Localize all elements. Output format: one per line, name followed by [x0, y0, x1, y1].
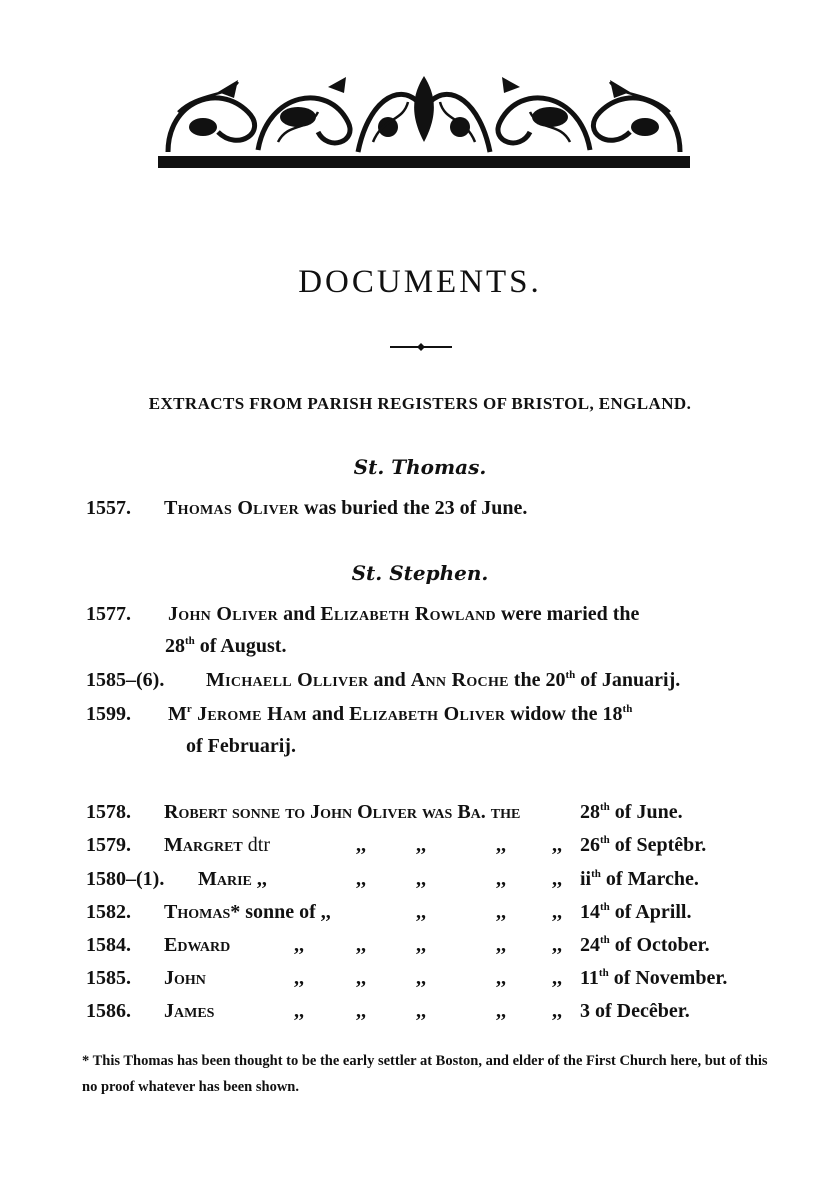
baptism-row	[86, 868, 766, 894]
baptism-row	[86, 834, 766, 860]
entry-connector: and	[278, 603, 321, 625]
entry-name: Thomas Oliver	[164, 497, 300, 519]
baptism-relation: * sonne of ,,	[230, 901, 331, 923]
entry-day-suffix: th	[185, 635, 195, 647]
entry-text: was buried the 23 of June.	[299, 497, 528, 519]
baptism-name: John	[164, 967, 206, 989]
baptism-relation: ,,	[251, 868, 267, 890]
ditto-mark: ,,	[356, 1000, 366, 1022]
baptism-relation: sonne to John Oliver was Ba. the	[226, 801, 521, 823]
baptism-month: of Decêber.	[590, 1000, 690, 1022]
entry-name: Elizabeth Rowland	[320, 603, 496, 625]
entry-name: Jerome Ham	[191, 703, 307, 725]
baptism-month: of June.	[609, 801, 683, 823]
ditto-mark: ,,	[552, 967, 562, 989]
entry-connector: and	[306, 703, 350, 725]
baptism-name: Marie	[198, 868, 252, 890]
ditto-mark: ,,	[416, 834, 426, 856]
baptism-day: 28	[580, 801, 600, 823]
entry-year: 1585–(6).	[86, 669, 165, 691]
baptism-month: of Septêbr.	[609, 834, 707, 856]
baptism-row	[86, 801, 766, 827]
baptism-year: 1586.	[86, 1000, 131, 1022]
page-subtitle: EXTRACTS FROM PARISH REGISTERS OF BRISTOL, ENGLAND.	[148, 394, 692, 413]
decorative-header-ornament	[158, 72, 690, 176]
baptism-day-suffix: th	[600, 834, 610, 846]
entry-year: 1557.	[86, 497, 131, 519]
baptism-month: of Aprill.	[609, 901, 692, 923]
baptism-day: 26	[580, 834, 600, 856]
ditto-mark: ,,	[356, 834, 366, 856]
parish-heading-st-stephen: St. Stephen.	[351, 561, 489, 585]
register-entry	[86, 497, 527, 520]
baptism-day: 3	[580, 1000, 590, 1022]
baptism-name: Robert	[164, 801, 227, 823]
parish-heading-st-thomas: St. Thomas.	[353, 455, 487, 479]
entry-year: 1599.	[86, 703, 131, 725]
ditto-mark: ,,	[496, 967, 506, 989]
baptism-year: 1579.	[86, 834, 131, 856]
baptism-year: 1580–(1).	[86, 868, 165, 890]
baptism-name: Thomas	[164, 901, 231, 923]
baptism-day: 14	[580, 901, 600, 923]
entry-text: widow the 18	[505, 703, 623, 725]
baptism-year: 1585.	[86, 967, 131, 989]
footnote: * This Thomas has been thought to be the early settler at Boston, and elder of the First Church here, but of this no proof whatever has been shown.	[82, 1053, 768, 1095]
ditto-mark: ,,	[416, 1000, 426, 1022]
entry-connector: and	[368, 669, 411, 691]
ditto-mark: ,,	[294, 934, 304, 956]
baptism-day: 24	[580, 934, 600, 956]
baptism-day: ii	[580, 868, 592, 890]
entry-title-suffix: r	[186, 703, 192, 715]
ditto-mark: ,,	[356, 934, 366, 956]
baptism-day-suffix: th	[591, 868, 601, 880]
entry-continuation: of Februarij.	[186, 735, 296, 757]
ditto-mark: ,,	[496, 868, 506, 890]
baptism-row	[86, 1000, 766, 1026]
baptism-day-suffix: th	[600, 801, 610, 813]
baptism-row	[86, 967, 766, 993]
register-entry	[86, 603, 639, 626]
baptism-day: 11	[580, 967, 599, 989]
baptism-day-suffix: th	[600, 901, 610, 913]
baptism-name: Edward	[164, 934, 231, 956]
ditto-mark: ,,	[496, 834, 506, 856]
ditto-mark: ,,	[552, 868, 562, 890]
ditto-mark: ,,	[294, 1000, 304, 1022]
ditto-mark: ,,	[356, 967, 366, 989]
ditto-mark: ,,	[496, 934, 506, 956]
baptism-name: Margret	[164, 834, 243, 856]
entry-text: the 20	[508, 669, 566, 691]
ditto-mark: ,,	[294, 967, 304, 989]
entry-month: of Januarij.	[575, 669, 681, 691]
baptism-month: of Marche.	[600, 868, 699, 890]
baptism-year: 1582.	[86, 901, 131, 923]
ditto-mark: ,,	[552, 1000, 562, 1022]
ditto-mark: ,,	[416, 901, 426, 923]
ditto-mark: ,,	[416, 868, 426, 890]
ditto-mark: ,,	[552, 834, 562, 856]
entry-month: of August.	[194, 635, 287, 657]
baptism-month: of November.	[608, 967, 728, 989]
entry-name: Michaell Olliver	[206, 669, 369, 691]
page-title: DOCUMENTS.	[298, 264, 542, 300]
baptism-row	[86, 934, 766, 960]
entry-name: John Oliver	[168, 603, 279, 625]
entry-continuation	[165, 635, 286, 658]
entry-day-suffix: th	[622, 703, 633, 715]
entry-text: were maried the	[495, 603, 640, 625]
register-entry	[86, 703, 632, 726]
ditto-mark: ,,	[496, 901, 506, 923]
register-entry	[86, 669, 680, 692]
baptism-relation: dtr	[242, 834, 270, 856]
entry-day-suffix: th	[565, 669, 576, 681]
baptism-day-suffix: th	[600, 934, 610, 946]
ditto-mark: ,,	[552, 901, 562, 923]
entry-year: 1577.	[86, 603, 131, 625]
ditto-mark: ,,	[552, 934, 562, 956]
baptism-month: of October.	[609, 934, 710, 956]
baptism-year: 1578.	[86, 801, 131, 823]
entry-day: 28	[165, 635, 185, 657]
ditto-mark: ,,	[496, 1000, 506, 1022]
entry-name: Elizabeth Oliver	[349, 703, 506, 725]
ditto-mark: ,,	[416, 934, 426, 956]
baptism-name: James	[164, 1000, 215, 1022]
entry-name: Ann Roche	[410, 669, 509, 691]
ditto-mark: ,,	[416, 967, 426, 989]
ditto-mark: ,,	[356, 868, 366, 890]
section-divider	[390, 337, 452, 357]
baptism-day-suffix: th	[598, 967, 609, 979]
baptism-year: 1584.	[86, 934, 131, 956]
entry-title: M	[168, 703, 187, 725]
baptism-row	[86, 901, 766, 927]
